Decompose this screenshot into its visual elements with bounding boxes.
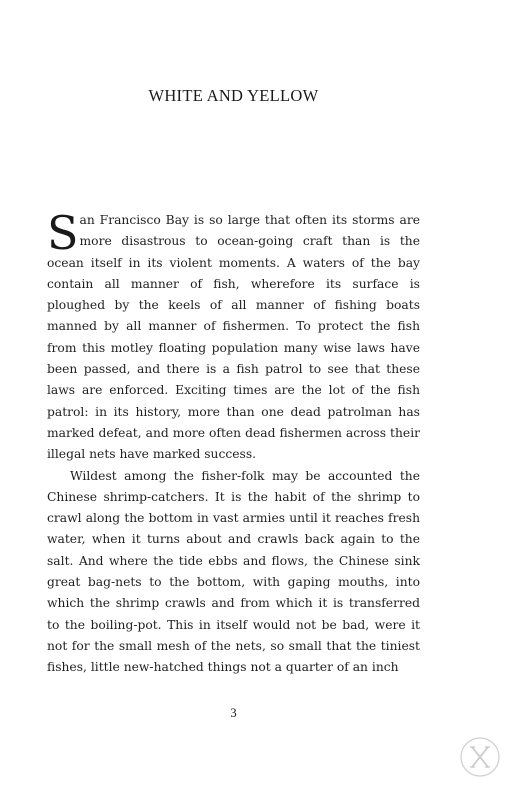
- body-text: [47, 206, 420, 679]
- x-circle-logo-icon: [459, 736, 501, 778]
- chapter-title: WHITE AND YELLOW: [148, 86, 319, 105]
- drop-cap: S: [47, 206, 79, 260]
- page-number: 3: [230, 706, 237, 720]
- paragraph-1-text: an Francisco Bay is so large that often its storms are more disastrous to ocean-going craft than is the ocean itself in its violent moments. A waters of the bay contain all manner of fish, wherefore its surface is ploughed by the keels of all manner of fishing boats manned by all manner of fishermen. To protect the fish from this motley floating population many wise laws have been passed, and there is a fish patrol to see that these laws are enforced. Exciting times are the lot of the fish patrol: in its history, more than one dead patrolman has marked defeat, and more often dead fishermen across their illegal nets have marked success.: [47, 213, 420, 462]
- paragraph-2: Wildest among the fisher-folk may be accounted the Chinese shrimp-catchers. It is the habit of the shrimp to crawl along the bottom in vast armies until it reaches fresh water, when it turns about and crawls back again to the salt. And where the tide ebbs and flows, the Chinese sink great bag-nets to the bottom, with gaping mouths, into which the shrimp crawls and from which it is transferred to the boiling-pot. This in itself would not be bad, were it not for the small mesh of the nets, so small that the tiniest fishes, little new-hatched things not a quarter of an inch: [47, 468, 420, 675]
- paragraph-1: [47, 206, 420, 466]
